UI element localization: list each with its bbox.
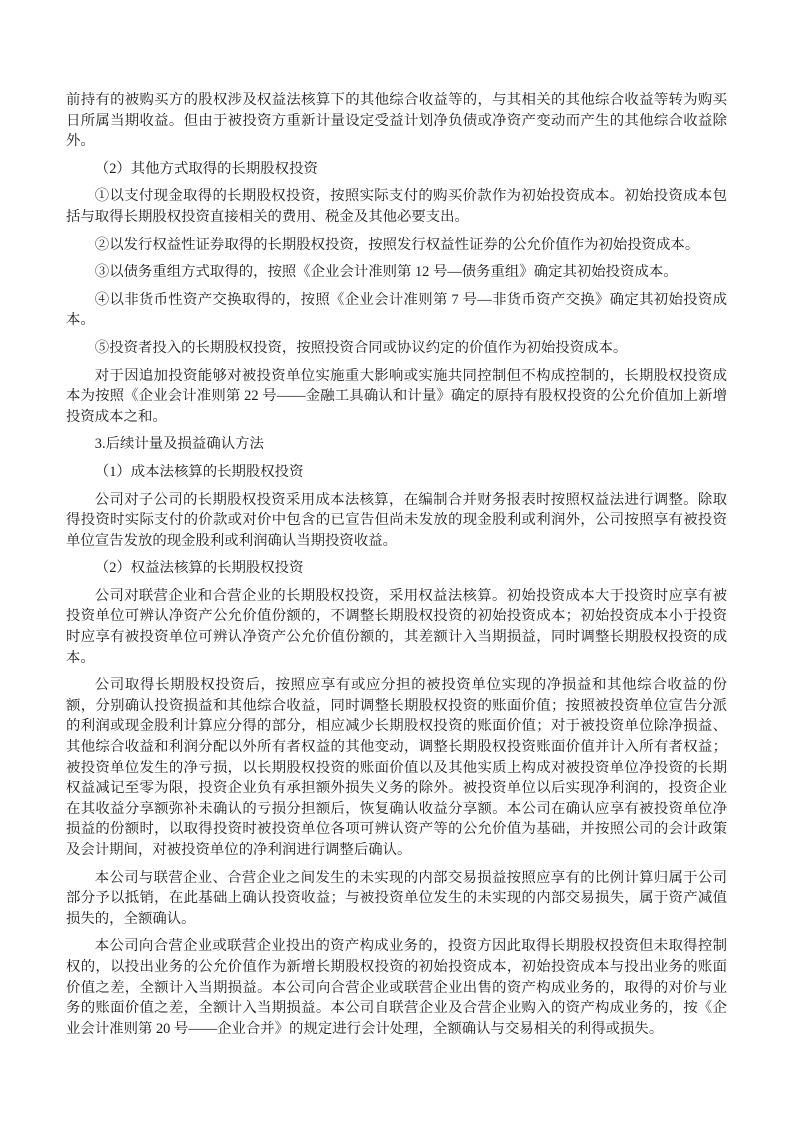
paragraph-continuation: 前持有的被购买方的股权涉及权益法核算下的其他综合收益等的，与其相关的其他综合收益等转为购买日所属当期收益。但由于被投资方重新计量设定受益计划净负债或净资产变动而产生的其他综合收益除外。 bbox=[66, 92, 727, 150]
paragraph-item-3-debt-restructuring: ③以债务重组方式取得的，按照《企业会计准则第 12 号—债务重组》确定其初始投资成本。 bbox=[94, 264, 678, 281]
paragraph-business-contribution: 本公司向合营企业或联营企业投出的资产构成业务的，投资方因此取得长期股权投资但未取得控制权的，以投出业务的公允价值作为新增长期股权投资的初始投资成本，初始投资成本与投出业务的账面价值之差，全额计入当期损益。本公司向合营企业或联营企业出售的资产构成业务的，取得的对价与业务的账面价值之差，全额计入当期损益。本公司自联营企业及合营企业购入的资产构成业务的，按《企业会计准则第 20 号——企业合并》的规定进行会计处理，全额确认与交易相关的利得或损失。 bbox=[66, 938, 727, 1037]
heading-equity-method: （2）权益法核算的长期股权投资 bbox=[94, 560, 304, 577]
paragraph-item-2-equity-securities: ②以发行权益性证券取得的长期股权投资，按照发行权益性证券的公允价值作为初始投资成本。 bbox=[94, 236, 700, 253]
heading-other-acquisition-methods: （2）其他方式取得的长期股权投资 bbox=[94, 160, 318, 177]
paragraph-unrealized-internal-transactions: 本公司与联营企业、合营企业之间发生的未实现的内部交易损益按照应享有的比例计算归属于公司部分予以抵销，在此基础上确认投资收益；与被投资单位发生的未实现的内部交易损失，属于资产减值损失的，全额确认。 bbox=[66, 869, 727, 927]
paragraph-equity-method-initial-cost: 公司对联营企业和合营企业的长期股权投资，采用权益法核算。初始投资成本大于投资时应享有被投资单位可辨认净资产公允价值份额的，不调整长期股权投资的初始投资成本；初始投资成本小于投资时应享有被投资单位可辨认净资产公允价值份额的，其差额计入当期损益，同时调整长期股权投资的成本。 bbox=[66, 587, 727, 666]
paragraph-equity-method-subsequent: 公司取得长期股权投资后，按照应享有或应分担的被投资单位实现的净损益和其他综合收益的份额，分别确认投资损益和其他综合收益，同时调整长期股权投资的账面价值；按照被投资单位宣告分派的利润或现金股利计算应分得的部分，相应减少长期股权投资的账面价值；对于被投资单位除净损益、其他综合收益和利润分配以外所有者权益的其他变动，调整长期股权投资账面价值并计入所有者权益；被投资单位发生的净亏损，以长期股权投资的账面价值以及其他实质上构成对被投资单位净投资的长期权益减记至零为限，投资企业负有承担额外损失义务的除外。被投资单位以后实现净利润的，投资企业在其收益分享额弥补未确认的亏损分担额后，恢复确认收益分享额。本公司在确认应享有被投资单位净损益的份额时，以取得投资时被投资单位各项可辨认资产等的公允价值为基础，并按照公司的会计政策及会计期间，对被投资单位的净利润进行调整后确认。 bbox=[66, 677, 727, 858]
paragraph-additional-investment: 对于因追加投资能够对被投资单位实施重大影响或实施共同控制但不构成控制的，长期股权投资成本为按照《企业会计准则第 22 号——金融工具确认和计量》确定的原持有股权投资的公允价值加上新增投资成本之和。 bbox=[66, 367, 727, 425]
paragraph-item-5-investor-contribution: ⑤投资者投入的长期股权投资，按照投资合同或协议约定的价值作为初始投资成本。 bbox=[94, 339, 628, 356]
paragraph-item-1-cash: ①以支付现金取得的长期股权投资，按照实际支付的购买价款作为初始投资成本。初始投资成本包括与取得长期股权投资直接相关的费用、税金及其他必要支出。 bbox=[66, 188, 727, 225]
paragraph-cost-method-detail: 公司对子公司的长期股权投资采用成本法核算，在编制合并财务报表时按照权益法进行调整。除取得投资时实际支付的价款或对价中包含的已宣告但尚未发放的现金股利或利润外，公司按照享有被投资单位宣告发放的现金股利或利润确认当期投资收益。 bbox=[66, 491, 727, 549]
heading-subsequent-measurement: 3.后续计量及损益确认方法 bbox=[94, 436, 264, 453]
heading-cost-method: （1）成本法核算的长期股权投资 bbox=[94, 463, 304, 480]
paragraph-item-4-nonmonetary-exchange: ④以非货币性资产交换取得的，按照《企业会计准则第 7 号—非货币资产交换》确定其初始投资成本。 bbox=[66, 291, 727, 329]
